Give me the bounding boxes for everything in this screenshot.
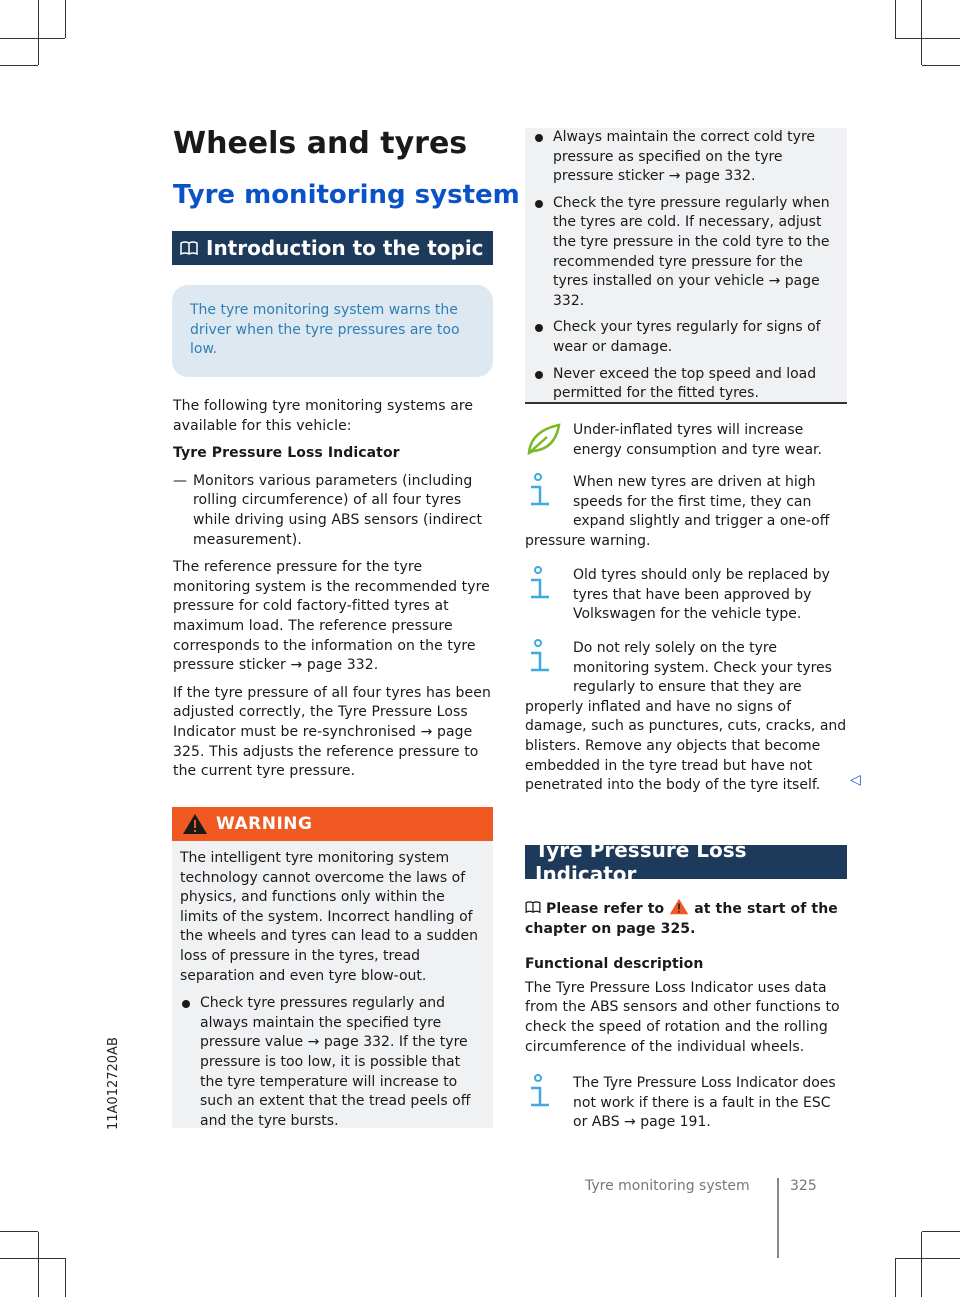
footer-title: Tyre monitoring system bbox=[585, 1178, 750, 1194]
crop-mark bbox=[895, 0, 896, 38]
paragraph: If the tyre pressure of all four tyres has been adjusted correctly, the Tyre Pressure Loss Indicator must be re-synchronised → page 325. This adjusts the reference pressure to the current tyre pressure. bbox=[173, 684, 491, 780]
crop-mark bbox=[0, 1231, 38, 1232]
bullet-dot bbox=[182, 1000, 190, 1008]
paragraph: The following tyre monitoring systems are available for this vehicle: bbox=[173, 398, 474, 434]
bullet-item: Check the tyre pressure regularly when the tyres are cold. If necessary, adjust the tyre pressure in the cold tyre to the recommended tyre pressure for the tyres installed on your vehicle → page 332. bbox=[533, 194, 839, 312]
crop-mark bbox=[65, 1258, 66, 1297]
bullet-item: Never exceed the top speed and load permitted for the fitted tyres. bbox=[533, 365, 839, 404]
arrow-icon: → bbox=[768, 273, 781, 290]
page-reference[interactable]: page 332. bbox=[553, 273, 820, 309]
warning-header bbox=[172, 807, 493, 841]
arrow-icon: → bbox=[307, 1034, 320, 1051]
arrow-icon: → bbox=[624, 1114, 636, 1131]
info-note: When new tyres are driven at high speeds for the first time, they can expand slightly and trigger a one-off pressure warning. bbox=[525, 474, 830, 549]
list-item-text: Monitors various parameters (including rolling circumference) of all four tyres while driving using ABS sensors (indirect measurement). bbox=[193, 472, 483, 548]
warning-icon bbox=[182, 813, 208, 835]
subheading: Tyre Pressure Loss Indicator bbox=[173, 445, 400, 462]
info-note: Do not rely solely on the tyre monitoring system. Check your tyres regularly to ensure that they are properly inflated and have no signs of damage, such as punctures, cuts, cracks, and blisters. Remove any objects that become embedded in the tyre tread but have not penetrated into the body of the tyre itself. bbox=[525, 640, 847, 794]
crop-mark bbox=[922, 1231, 960, 1232]
arrow-icon: → bbox=[290, 657, 303, 674]
section-bar: Tyre Pressure Loss Indicator bbox=[525, 845, 847, 879]
intro-box: The tyre monitoring system warns the driver when the tyre pressures are too low. bbox=[172, 285, 493, 377]
eco-note: Under-inflated tyres will increase energy consumption and tyre wear. bbox=[525, 421, 847, 461]
crop-mark bbox=[895, 1258, 960, 1259]
page-reference[interactable]: page 325. bbox=[173, 723, 473, 760]
crop-mark bbox=[0, 38, 65, 39]
page-reference[interactable]: page 332. bbox=[306, 657, 379, 674]
topic-bar-label: Introduction to the topic bbox=[206, 236, 484, 260]
dash-marker: — bbox=[173, 472, 188, 489]
crop-mark bbox=[38, 0, 39, 65]
info-note: Old tyres should only be replaced by tyres that have been approved by Volkswagen for the vehicle type. bbox=[525, 566, 847, 625]
info-icon bbox=[525, 566, 561, 606]
bullet-item: Check your tyres regularly for signs of wear or damage. bbox=[533, 318, 839, 357]
document-code: 11A012720AB bbox=[106, 1037, 121, 1130]
crop-mark bbox=[921, 0, 922, 65]
left-column bbox=[173, 397, 493, 790]
subheading: Functional description bbox=[525, 956, 704, 973]
book-icon bbox=[525, 901, 541, 913]
bullet-item: Always maintain the correct cold tyre pressure as specified on the tyre pressure sticker → page 332. bbox=[533, 128, 839, 187]
right-lower-column bbox=[525, 898, 847, 1065]
info-note: The Tyre Pressure Loss Indicator does not work if there is a fault in the ESC or ABS → page 191. bbox=[525, 1074, 847, 1133]
continue-marker: ◁ bbox=[850, 772, 861, 788]
info-icon bbox=[525, 473, 561, 513]
crop-mark bbox=[921, 1232, 922, 1297]
bullet-item: Check tyre pressures regularly and always maintain the specified tyre pressure value → page 332. If the tyre pressure is too low, it is possible that the tyre temperature will increase to such an extent that the tread peels off and the tyre bursts. bbox=[180, 994, 487, 1131]
warning-continuation bbox=[525, 128, 847, 404]
crop-mark bbox=[65, 0, 66, 38]
page-reference[interactable]: page 332. bbox=[684, 168, 756, 185]
crop-mark bbox=[38, 1232, 39, 1297]
warning-icon bbox=[669, 898, 689, 915]
chapter-title: Wheels and tyres bbox=[173, 126, 468, 161]
crop-mark bbox=[922, 65, 960, 66]
bullet-dot bbox=[535, 200, 543, 208]
arrow-icon: → bbox=[420, 723, 433, 740]
bullet-dot bbox=[535, 134, 543, 142]
info-icon bbox=[525, 1074, 561, 1114]
bullet-dot bbox=[535, 324, 543, 332]
crop-mark bbox=[895, 38, 960, 39]
crop-mark bbox=[0, 65, 38, 66]
warning-body bbox=[172, 841, 493, 1128]
leaf-icon bbox=[525, 421, 561, 461]
bullet-dot bbox=[535, 371, 543, 379]
crop-mark bbox=[895, 1258, 896, 1297]
refer-line: Please refer to at the start of the chapter on page 325. bbox=[525, 898, 847, 939]
page-reference[interactable]: page 332. bbox=[323, 1034, 395, 1051]
info-icon bbox=[525, 639, 561, 679]
section-title: Tyre monitoring system bbox=[173, 180, 520, 210]
page-number: 325 bbox=[790, 1178, 817, 1194]
list-item bbox=[173, 472, 493, 550]
crop-mark bbox=[0, 1258, 65, 1259]
page-reference[interactable]: page 191. bbox=[640, 1114, 711, 1131]
paragraph: The reference pressure for the tyre monitoring system is the recommended tyre pressure for cold factory-fitted tyres at maximum load. The reference pressure corresponds to the information on the tyre pressure sticker → page 332. bbox=[173, 559, 490, 674]
paragraph: The Tyre Pressure Loss Indicator uses data from the ABS sensors and other functions to check the speed of rotation and the rolling circumference of the individual wheels. bbox=[525, 979, 840, 1055]
warning-label: WARNING bbox=[216, 814, 313, 834]
footer-divider bbox=[777, 1178, 779, 1258]
book-icon bbox=[180, 236, 198, 260]
arrow-icon: → bbox=[668, 168, 681, 185]
warning-text: The intelligent tyre monitoring system technology cannot overcome the laws of physics, and functions only within the limits of the system. Incorrect handling of the wheels and tyres can lead to a sudden loss of pressure in the tyres, tread separation and even tyre blow-out. bbox=[180, 850, 478, 984]
topic-bar bbox=[172, 231, 493, 265]
